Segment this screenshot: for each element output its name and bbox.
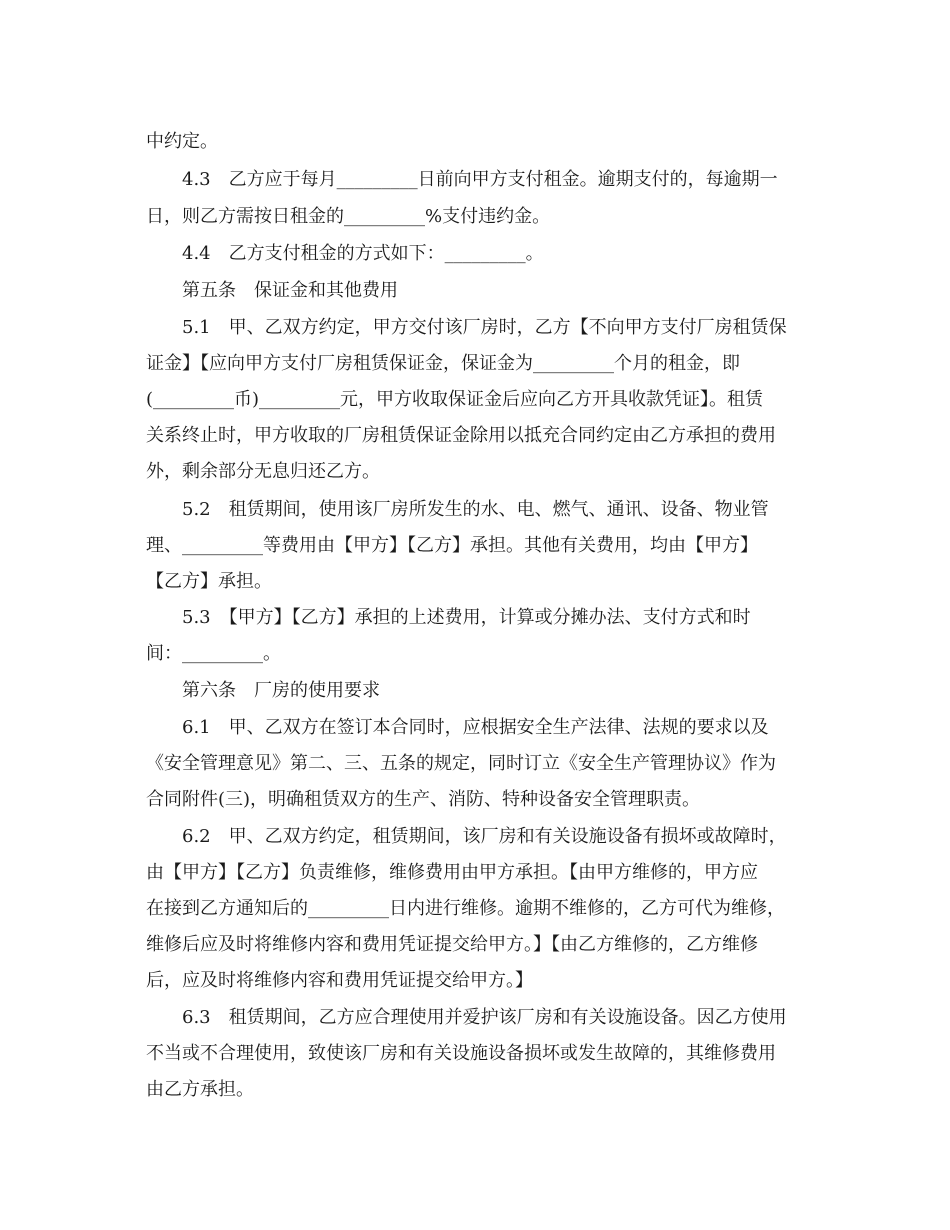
text-line: 由乙方承担。 — [146, 1079, 254, 1100]
text-line: 证金】【应向甲方支付厂房租赁保证金，保证金为_________个月的租金，即 — [146, 353, 740, 374]
text-line: 合同附件(三)，明确租赁双方的生产、消防、特种设备安全管理职责。 — [146, 789, 701, 810]
clause-4-4-line: 4.4 乙方支付租金的方式如下：_________。 — [182, 243, 544, 264]
text-line: 理、_________等费用由【甲方】【乙方】承担。其他有关费用，均由【甲方】 — [146, 535, 758, 556]
article-5-heading: 第五条 保证金和其他费用 — [182, 280, 398, 301]
clause-5-3-line: 5.3 【甲方】【乙方】承担的上述费用，计算或分摊办法、支付方式和时 — [182, 607, 751, 628]
article-6-heading: 第六条 厂房的使用要求 — [182, 680, 380, 701]
text-line: 关系终止时，甲方收取的厂房租赁保证金除用以抵充合同约定由乙方承担的费用 — [146, 425, 776, 446]
text-line: 在接到乙方通知后的_________日内进行维修。逾期不维修的，乙方可代为维修， — [146, 898, 785, 919]
text-line: (_________币)_________元，甲方收取保证金后应向乙方开具收款凭证】。租赁 — [146, 389, 764, 410]
text-line: 不当或不合理使用，致使该厂房和有关设施设备损坏或发生故障的，其维修费用 — [146, 1043, 776, 1064]
text-line: 维修后应及时将维修内容和费用凭证提交给甲方。】【由乙方维修的，乙方维修 — [146, 934, 758, 955]
clause-6-3-line: 6.3 租赁期间，乙方应合理使用并爱护该厂房和有关设施设备。因乙方使用 — [182, 1007, 787, 1028]
clause-5-2-line: 5.2 租赁期间，使用该厂房所发生的水、电、燃气、通讯、设备、物业管 — [182, 499, 769, 520]
clause-4-3-line: 4.3 乙方应于每月_________日前向甲方支付租金。逾期支付的，每逾期一 — [182, 169, 778, 190]
clause-6-1-line: 6.1 甲、乙双方在签订本合同时，应根据安全生产法律、法规的要求以及 — [182, 717, 769, 738]
text-line: 间：_________。 — [146, 643, 281, 664]
text-line: 【乙方】承担。 — [146, 571, 272, 592]
text-line: 《安全管理意见》第二、三、五条的规定，同时订立《安全生产管理协议》作为 — [146, 753, 776, 774]
text-line: 后，应及时将维修内容和费用凭证提交给甲方。】 — [146, 970, 533, 991]
text-line: 外，剩余部分无息归还乙方。 — [146, 461, 380, 482]
clause-6-2-line: 6.2 甲、乙双方约定，租赁期间，该厂房和有关设施设备有损坏或故障时， — [182, 826, 787, 847]
text-line: 中约定。 — [146, 131, 218, 152]
clause-5-1-line: 5.1 甲、乙双方约定，甲方交付该厂房时，乙方【不向甲方支付厂房租赁保 — [182, 317, 787, 338]
text-line: 日，则乙方需按日租金的_________%支付违约金。 — [146, 206, 551, 227]
text-line: 由【甲方】【乙方】负责维修，维修费用由甲方承担。【由甲方维修的，甲方应 — [146, 862, 758, 883]
